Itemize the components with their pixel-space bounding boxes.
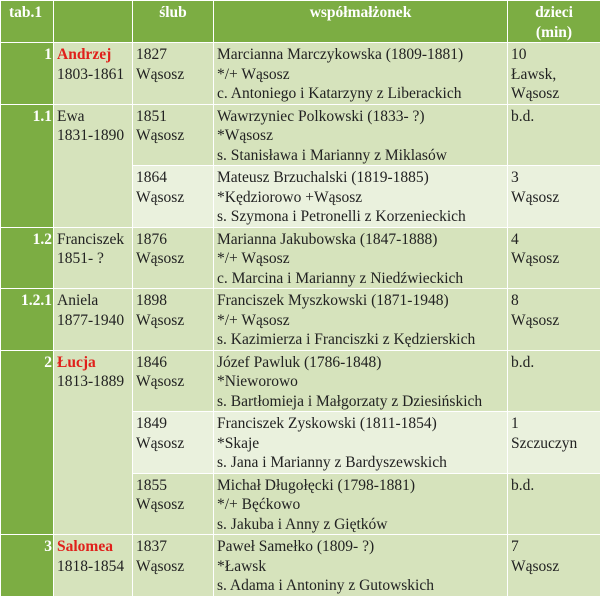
marriage-year: 1898 <box>136 291 210 311</box>
header-spouse: współmałżonek <box>214 1 508 43</box>
spouse-life-places: *Ławsk <box>217 557 504 577</box>
spouse-cell <box>214 535 508 597</box>
person-years: 1877-1940 <box>57 311 129 331</box>
marriage-cell <box>133 412 214 474</box>
children-cell <box>508 350 600 412</box>
children-count: 1 <box>511 414 597 434</box>
spouse-parents: s. Jakuba i Anny z Giętków <box>217 515 504 535</box>
marriage-year: 1849 <box>136 414 210 434</box>
marriage-year: 1855 <box>136 476 210 496</box>
table-row <box>1 350 600 412</box>
table-row <box>1 289 600 351</box>
marriage-cell <box>133 166 214 228</box>
spouse-parents: c. Marcina i Marianny z Niedźwieckich <box>217 269 504 289</box>
person-name: Franciszek <box>57 230 129 250</box>
children-cell <box>508 166 600 228</box>
children-places: Wąsosz <box>511 557 597 577</box>
marriage-cell <box>133 227 214 289</box>
marriage-place: Wąsosz <box>136 372 210 392</box>
spouse-name: Mateusz Brzuchalski (1819-1885) <box>217 168 504 188</box>
marriage-year: 1876 <box>136 230 210 250</box>
spouse-cell <box>214 166 508 228</box>
header-children-line2: (min) <box>511 23 597 43</box>
spouse-life-places: *Kędziorowo +Wąsosz <box>217 188 504 208</box>
spouse-life-places: */+ Wąsosz <box>217 65 504 85</box>
table-row <box>1 104 600 166</box>
person-cell <box>54 535 133 597</box>
spouse-life-places: */+ Wąsosz <box>217 249 504 269</box>
table-row <box>1 43 600 105</box>
children-cell <box>508 43 600 105</box>
spouse-name: Wawrzyniec Polkowski (1833- ?) <box>217 107 504 127</box>
children-count: b.d. <box>511 107 597 127</box>
spouse-name: Józef Pawluk (1786-1848) <box>217 353 504 373</box>
spouse-name: Marcianna Marczykowska (1809-1881) <box>217 45 504 65</box>
spouse-parents: s. Kazimierza i Franciszki z Kędzierskich <box>217 330 504 350</box>
header-person <box>54 1 133 43</box>
person-cell <box>54 350 133 535</box>
spouse-parents: s. Szymona i Petronelli z Korzenieckich <box>217 207 504 227</box>
spouse-cell <box>214 412 508 474</box>
spouse-life-places: */+ Wąsosz <box>217 311 504 331</box>
spouse-cell <box>214 43 508 105</box>
children-count: 10 <box>511 45 597 65</box>
marriage-place: Wąsosz <box>136 557 210 577</box>
marriage-place: Wąsosz <box>136 249 210 269</box>
person-name: Łucja <box>57 353 129 373</box>
person-number: 1.2.1 <box>1 289 54 351</box>
children-cell <box>508 473 600 535</box>
marriage-year: 1827 <box>136 45 210 65</box>
spouse-parents: s. Stanisława i Marianny z Miklasów <box>217 146 504 166</box>
marriage-cell <box>133 43 214 105</box>
spouse-life-places: */+ Bęćkowo <box>217 495 504 515</box>
person-years: 1803-1861 <box>57 65 129 85</box>
spouse-life-places: *Nieworowo <box>217 372 504 392</box>
marriage-cell <box>133 473 214 535</box>
table-row <box>1 227 600 289</box>
children-places: Wąsosz <box>511 188 597 208</box>
person-number: 1.2 <box>1 227 54 289</box>
person-number: 1.1 <box>1 104 54 227</box>
header-tab-label: tab.1 <box>1 1 54 43</box>
children-count: b.d. <box>511 476 597 496</box>
person-name: Andrzej <box>57 45 129 65</box>
marriage-cell <box>133 350 214 412</box>
spouse-name: Franciszek Myszkowski (1871-1948) <box>217 291 504 311</box>
spouse-name: Franciszek Zyskowski (1811-1854) <box>217 414 504 434</box>
marriage-place: Wąsosz <box>136 188 210 208</box>
marriage-place: Wąsosz <box>136 311 210 331</box>
children-places: Wąsosz <box>511 249 597 269</box>
person-cell <box>54 227 133 289</box>
spouse-life-places: *Wąsosz <box>217 126 504 146</box>
spouse-name: Paweł Samełko (1809- ?) <box>217 537 504 557</box>
children-places: Ławsk, Wąsosz <box>511 65 597 104</box>
marriage-cell <box>133 104 214 166</box>
person-cell <box>54 289 133 351</box>
spouse-cell <box>214 350 508 412</box>
children-count: 3 <box>511 168 597 188</box>
children-count: b.d. <box>511 353 597 373</box>
children-cell <box>508 289 600 351</box>
person-name: Ewa <box>57 107 129 127</box>
person-cell <box>54 104 133 227</box>
marriage-place: Wąsosz <box>136 126 210 146</box>
person-number: 1 <box>1 43 54 105</box>
marriage-cell <box>133 289 214 351</box>
spouse-parents: s. Bartłomieja i Małgorzaty z Dziesińskich <box>217 392 504 412</box>
children-count: 4 <box>511 230 597 250</box>
spouse-cell <box>214 473 508 535</box>
spouse-cell <box>214 289 508 351</box>
children-cell <box>508 535 600 597</box>
marriage-place: Wąsosz <box>136 495 210 515</box>
table-row <box>1 535 600 597</box>
table-body <box>1 43 600 597</box>
person-name: Salomea <box>57 537 129 557</box>
header-marriage: ślub <box>133 1 214 43</box>
spouse-parents: c. Antoniego i Katarzyny z Liberackich <box>217 84 504 104</box>
marriage-year: 1846 <box>136 353 210 373</box>
spouse-name: Michał Długołęcki (1798-1881) <box>217 476 504 496</box>
spouse-parents: s. Jana i Marianny z Bardyszewskich <box>217 453 504 473</box>
person-name: Aniela <box>57 291 129 311</box>
children-cell <box>508 412 600 474</box>
children-cell <box>508 227 600 289</box>
person-cell <box>54 43 133 105</box>
header-children <box>508 1 600 43</box>
spouse-life-places: *Skaje <box>217 434 504 454</box>
header-children-line1: dzieci <box>511 3 597 23</box>
children-places: Szczuczyn <box>511 434 597 454</box>
spouse-cell <box>214 104 508 166</box>
person-years: 1831-1890 <box>57 126 129 146</box>
children-places: Wąsosz <box>511 311 597 331</box>
spouse-name: Marianna Jakubowska (1847-1888) <box>217 230 504 250</box>
children-count: 7 <box>511 537 597 557</box>
person-number: 2 <box>1 350 54 535</box>
children-count: 8 <box>511 291 597 311</box>
marriage-place: Wąsosz <box>136 434 210 454</box>
marriage-year: 1837 <box>136 537 210 557</box>
person-years: 1813-1889 <box>57 372 129 392</box>
person-years: 1851- ? <box>57 249 129 269</box>
person-years: 1818-1854 <box>57 557 129 577</box>
marriage-place: Wąsosz <box>136 65 210 85</box>
spouse-parents: s. Adama i Antoniny z Gutowskich <box>217 576 504 596</box>
marriage-year: 1864 <box>136 168 210 188</box>
spouse-cell <box>214 227 508 289</box>
marriage-cell <box>133 535 214 597</box>
marriage-year: 1851 <box>136 107 210 127</box>
children-cell <box>508 104 600 166</box>
header-row <box>1 1 600 43</box>
person-number: 3 <box>1 535 54 597</box>
